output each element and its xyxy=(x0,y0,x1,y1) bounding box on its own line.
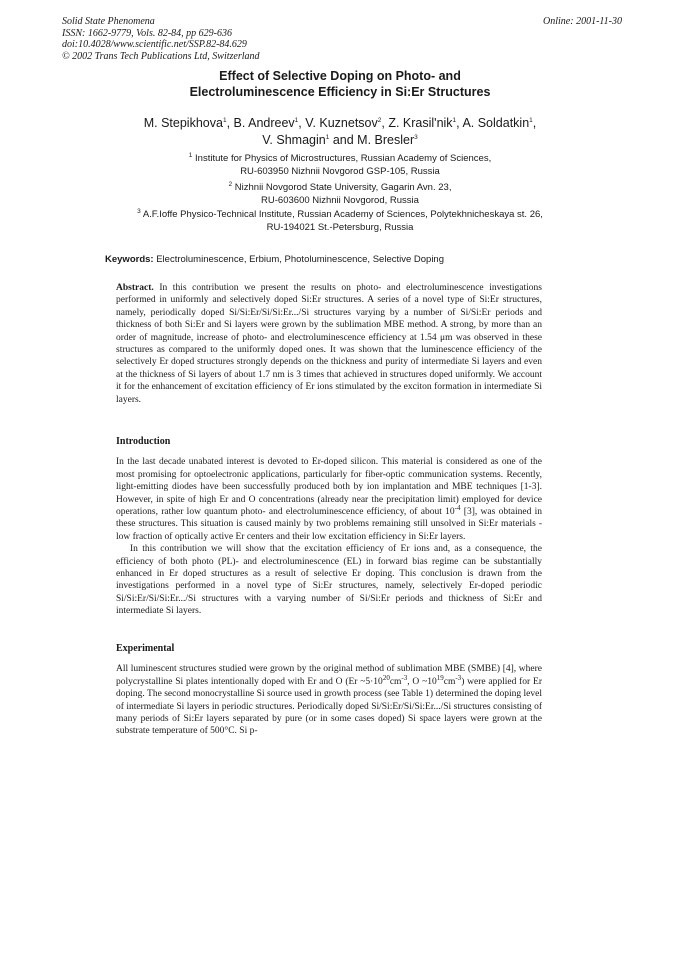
journal-header xyxy=(62,16,622,62)
affil-sup: 1 xyxy=(452,116,457,124)
authors-line-2 xyxy=(60,132,620,149)
paper-title xyxy=(60,68,620,100)
author: M. Bresler xyxy=(357,133,415,147)
journal-name: Solid State Phenomena xyxy=(62,16,155,27)
keywords xyxy=(105,254,585,265)
affil-sup: 2 xyxy=(228,180,233,188)
affiliation-3 xyxy=(60,208,620,234)
author: V. Shmagin xyxy=(262,133,326,147)
paragraph-text: All luminescent structures studied were grown by the original method of sublimation MBE (SMBE) [4], where polycrystalline Si plates intentionally doped with Er and O (Er ~5·10 xyxy=(116,664,542,687)
abstract xyxy=(116,282,542,406)
experimental-paragraph xyxy=(116,663,542,737)
and-word: and xyxy=(332,133,354,147)
doi-line: doi:10.4028/www.scientific.net/SSP.82-84.629 xyxy=(62,39,247,50)
affiliation-text: RU-194021 St.-Petersburg, Russia xyxy=(266,222,414,233)
paragraph-text: cm xyxy=(389,676,402,687)
superscript: -3 xyxy=(455,673,462,682)
superscript: -3 xyxy=(401,673,408,682)
introduction-paragraph-2: In this contribution we will show that the excitation efficiency of Er ions and, as a consequence, the efficiency of both photo (PL)- and electroluminescence (EL) in forward bias regime can be substantially enhanced in Er doped structures as a result of selective Er doping. This conclusion is drawn from the investigations performed in a novel type of Si:Er structures, namely, selectively Er-doped periodic Si/Si:Er/Si/Si:Er.../Si structures with a varying number of Si/Si:Er periods and thickness of Si:Er and intermediate Si layers. xyxy=(116,544,542,617)
paragraph-text: In the last decade unabated interest is devoted to Er-doped silicon. This material is considered as one of the most promising for optoelectronic applications, particularly for fiber-optic communication systems. Recently, light-emitting diodes have been successfully produced both by ion implantation and MBE techniques [1-3]. However, in spite of high Er and O concentrations (already near the precipitation limit) employed for device operations, rather low quantum photo- and electroluminescence efficiency, of about 10 xyxy=(116,457,542,518)
experimental-heading: Experimental xyxy=(116,643,175,654)
abstract-text: In this contribution we present the results on photo- and electroluminescence investigations performed in uniformly and selectively doped Si:Er structures. A series of a novel type of Si:Er structures, namely, periodically doped Si/Si:Er/Si/Si:Er.../Si structures varying by a number of Si/Si:Er periods and thickness of both Si:Er and Si layers were grown by the sublimation MBE method. A strong, by more than an order of magnitude, increase of photo- and electroluminescence efficiency at 1.54 μm was observed in these structures as compared to the uniformly doped ones. It was shown that the luminescence efficiency of the selectively Er doped structures strongly depends on the thickness and purity of intermediate Si layers and even at the thickness of Si layers of about 1.7 nm is 3 times that achieved in structures doped uniformly. We account it for the enhancement of excitation efficiency of Er ions stimulated by the exciton formation in intermediate Si layers. xyxy=(116,283,542,405)
title-line-1: Effect of Selective Doping on Photo- and xyxy=(219,69,461,83)
author: V. Kuznetsov xyxy=(305,116,378,130)
affiliation-text: Institute for Physics of Microstructures, Russian Academy of Sciences, xyxy=(195,153,492,164)
paragraph-text: [3], was obtained in these structures. This situation is caused mainly by two problems remaining still unsolved in Si:Er materials - low fraction of optically active Er centers and their low excitation efficiency in Si:Er layers. xyxy=(116,507,542,542)
affil-sup: 1 xyxy=(222,116,227,124)
affil-sup: 1 xyxy=(188,151,193,159)
superscript: -4 xyxy=(454,503,461,512)
affil-sup: 3 xyxy=(414,133,418,141)
author: B. Andreev xyxy=(233,116,295,130)
title-line-2: Electroluminescence Efficiency in Si:Er Structures xyxy=(189,85,491,99)
author: A. Soldatkin xyxy=(462,116,530,130)
author: M. Stepikhova xyxy=(143,116,223,130)
author-list xyxy=(60,115,620,149)
affiliation-text: RU-603950 Nizhnii Novgorod GSP-105, Russia xyxy=(240,166,440,177)
paragraph-text: cm xyxy=(443,676,456,687)
affil-sup: 1 xyxy=(325,133,330,141)
keywords-label: Keywords: xyxy=(105,254,154,265)
affil-sup: 1 xyxy=(529,116,533,124)
authors-line-1: M. Stepikhova$^1$, B. Andreev$^1$, V. Kuznetsov$^2$, Z. Krasil'nik$^1$, A. Soldatkin$^1$, xyxy=(143,116,537,130)
superscript: 19 xyxy=(436,673,444,682)
affiliation-text: Nizhnii Novgorod State University, Gagarin Avn. 23, xyxy=(234,182,452,193)
paragraph-text: ) were applied for Er doping. The second monocrystalline Si source used in growth process (see Table 1) determined the doping level of intermediate Si layers in periodic structures. Periodically doped Si/Si:Er/Si/Si:Er.../Si structures consisting of many periods of Si:Er layers separated by pure (or in some cases doped) Si space layers were grown at the substrate temperature of 500°C. Si p- xyxy=(116,676,542,737)
affil-sup: 1 xyxy=(294,116,299,124)
issn-line: ISSN: 1662-9779, Vols. 82-84, pp 629-636 xyxy=(62,27,232,39)
author: Z. Krasil'nik xyxy=(388,116,453,130)
online-date: Online: 2001-11-30 xyxy=(543,16,622,27)
introduction-heading: Introduction xyxy=(116,436,171,447)
introduction-section xyxy=(116,436,542,618)
affiliation-text: A.F.Ioffe Physico-Technical Institute, Russian Academy of Sciences, Polytekhnicheskaya st. 26, xyxy=(142,209,543,220)
affil-sup: 3 xyxy=(137,207,141,215)
affiliation-text: RU-603600 Nizhnii Novgorod, Russia xyxy=(261,195,419,206)
superscript: 20 xyxy=(382,673,390,682)
experimental-section xyxy=(116,643,542,738)
affil-sup: 2 xyxy=(377,116,382,124)
copyright-line: © 2002 Trans Tech Publications Ltd, Switzerland xyxy=(62,50,260,62)
affiliation-2 xyxy=(60,181,620,207)
keywords-text: Electroluminescence, Erbium, Photoluminescence, Selective Doping xyxy=(156,254,445,265)
introduction-paragraph-1 xyxy=(116,456,542,543)
affiliation-1 xyxy=(60,152,620,178)
paragraph-text: , O ~10 xyxy=(407,676,437,687)
abstract-label: Abstract. xyxy=(116,283,154,293)
